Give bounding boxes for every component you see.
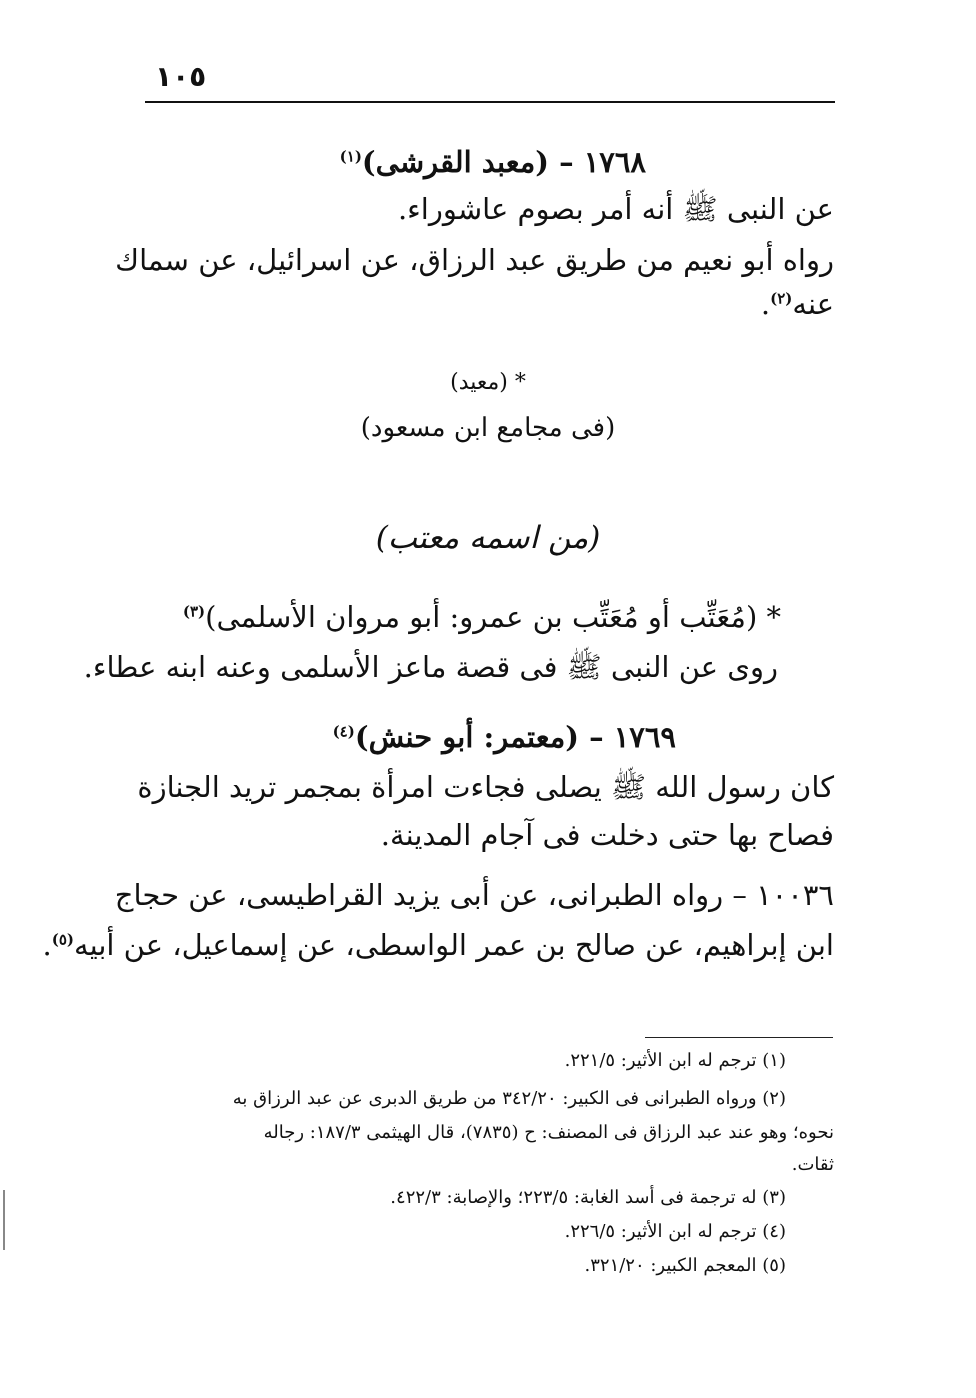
entry-muattab-heading-text: * (مُعَتِّب أو مُعَتِّب بن عمرو: أبو مروان الأسلمى) xyxy=(205,600,781,634)
footnote-ref-3: (٣) xyxy=(182,602,206,621)
footnote-rule xyxy=(645,1037,833,1038)
entry-muattab-heading xyxy=(183,600,781,634)
footnote-4: (٤) ترجم له ابن الأثير: ٢٢٦/٥. xyxy=(564,1221,786,1242)
footnote-5: (٥) المعجم الكبير: ٣٢١/٢٠. xyxy=(584,1255,786,1276)
entry-1769-line-1: كان رسول الله ﷺ يصلى فجاءت امرأة بمجمر تريد الجنازة xyxy=(137,770,834,804)
footnote-ref-1: (١) xyxy=(339,147,362,166)
entry-1769-line-2: فصاح بها حتى دخلت فى آجام المدينة. xyxy=(380,818,834,852)
entry-1769-heading-text: ١٧٦٩ – (معتمر: أبو حنش) xyxy=(354,720,676,754)
footnote-ref-2: (٢) xyxy=(770,289,793,308)
footnote-ref-5: (٥) xyxy=(51,930,75,949)
footnote-2-line-2: نحوه؛ وهو عند عبد الرزاق فى المصنف: ح (٧٨٣٥)، قال الهيثمى ١٨٧/٣: رجاله xyxy=(263,1122,834,1143)
entry-1768-heading xyxy=(340,145,646,179)
entry-1768-line-3-text: عنه xyxy=(792,287,834,321)
entry-1768-line-1: عن النبى ﷺ أنه أمر بصوم عاشوراء. xyxy=(397,192,834,226)
entry-1768-line-2: رواه أبو نعيم من طريق عبد الرزاق، عن اسرائيل، عن سماك xyxy=(115,243,834,277)
handwritten-section-heading: (من اسمه معتب) xyxy=(375,520,601,556)
scan-margin-mark xyxy=(3,1190,5,1250)
header-rule xyxy=(145,101,835,103)
footnote-1: (١) ترجم له ابن الأثير: ٢٢١/٥. xyxy=(564,1050,786,1071)
footnote-ref-4: (٤) xyxy=(332,722,355,741)
footnote-3: (٣) له ترجمة فى أسد الغابة: ٢٢٣/٥؛ والإصابة: ٤٢٢/٣. xyxy=(390,1187,786,1208)
section-muid-subtitle: (فى مجامع ابن مسعود) xyxy=(360,413,616,443)
entry-1768-heading-text: ١٧٦٨ – (معبد القرشى) xyxy=(361,145,646,179)
entry-muattab-line-1: روى عن النبى ﷺ فى قصة ماعز الأسلمى وعنه ابنه عطاء. xyxy=(83,650,778,684)
entry-10036-line-2-text: ابن إبراهيم، عن صالح بن عمر الواسطى، عن إسماعيل، عن أبيه xyxy=(74,928,834,962)
section-muid-title: * (معيد) xyxy=(450,370,526,395)
entry-1768-line-3 xyxy=(761,287,834,321)
entry-1768-line-3-end: . xyxy=(760,287,771,321)
entry-10036-line-2-end: . xyxy=(42,928,52,962)
entry-10036-line-2 xyxy=(43,928,834,962)
page-number: ١٠٥ xyxy=(155,60,207,93)
footnote-2-line-3: ثقات. xyxy=(791,1154,834,1175)
entry-10036-line-1: ١٠٠٣٦ – رواه الطبرانى، عن أبى يزيد القراطيسى، عن حجاج xyxy=(114,878,834,912)
footnote-2-line-1: (٢) ورواه الطبرانى فى الكبير: ٣٤٢/٢٠ من طريق الدبرى عن عبد الرزاق به xyxy=(232,1088,786,1109)
entry-1769-heading xyxy=(333,720,676,754)
